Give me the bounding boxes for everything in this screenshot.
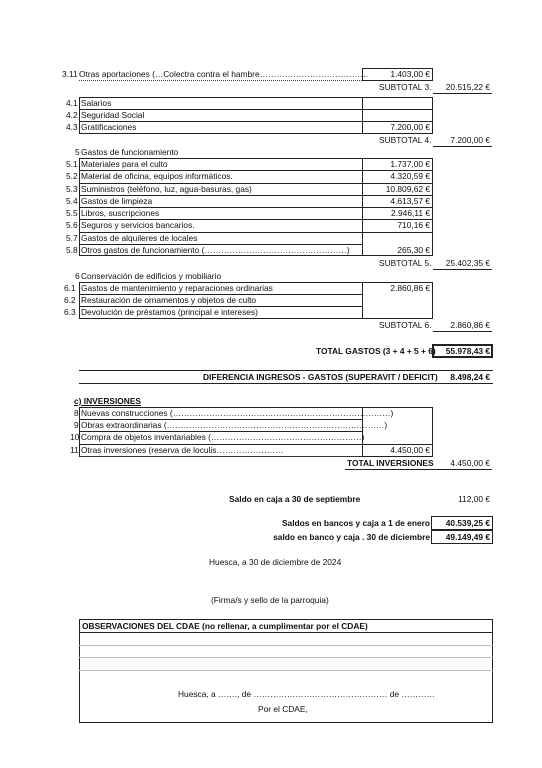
separator-bottom [79, 383, 493, 384]
row-label: Nuevas construcciones (……………………………………………………………………) [81, 408, 394, 418]
row-label: Gastos de alquileres de locales [81, 232, 198, 243]
row-code: 10 [70, 432, 80, 442]
row-value: 4.450,00 € [390, 445, 430, 455]
saldo-diciembre-value: 49.149,49 € [445, 532, 490, 542]
obs-date: Huesca, a ……., de ………………………………………… de ………… [178, 689, 435, 699]
row-label: Compra de objetos inventariables (………………………………………………) [81, 432, 365, 442]
section-heading: Conservación de edificios y mobiliario [81, 271, 222, 281]
row-value: 2.860,86 € [390, 283, 430, 293]
row-code: 5.6 [66, 220, 78, 231]
total-inversiones-value: 4.450,00 € [450, 458, 490, 468]
subtotal-underline [433, 331, 492, 332]
row-label: Obras extraordinarias (……………………………………………………………………) [81, 420, 388, 430]
row-label: Materiales para el culto [81, 159, 168, 169]
obs-title-divider [79, 632, 493, 633]
total-inversiones-label: TOTAL INVERSIONES [347, 458, 434, 468]
firma-label: (Firma/s y sello de la parroquia) [211, 595, 329, 605]
subtotal-label: SUBTOTAL 6. [379, 320, 432, 330]
row-value: 4.320,59 € [390, 171, 430, 182]
diferencia-value: 8.498,24 € [450, 372, 490, 382]
total-gastos-value: 55.978,43 € [445, 346, 490, 356]
subtotal-value: 25.402,35 € [445, 258, 490, 268]
subtotal-underline [433, 93, 492, 94]
row-code: 4.2 [66, 110, 78, 120]
row-label: Material de oficina, equipos informáticos. [81, 171, 233, 182]
row-label: Otras aportaciones (…Colectra contra el hambre………………………………… [79, 69, 369, 79]
row-label: Seguridad Social [81, 110, 145, 120]
row-value: 2.946,11 € [391, 208, 430, 218]
section-heading: Gastos de funcionamiento [81, 147, 179, 157]
row-code: 6.2 [64, 295, 76, 305]
row-code: 6.1 [64, 283, 76, 293]
row-code: 9 [74, 420, 79, 430]
row-label: Salarios [81, 98, 112, 108]
row-value: 1.403,00 € [390, 69, 430, 79]
row-value: 1.737,00 € [390, 159, 430, 169]
row-label: Seguros y servicios bancarios. [81, 220, 195, 231]
row-value: 4.613,57 € [390, 195, 430, 206]
subtotal-label: SUBTOTAL 5. [379, 258, 432, 268]
row-code: 5.7 [66, 232, 78, 243]
row-label: Gastos de mantenimiento y reparaciones ordinarias [81, 283, 273, 293]
inversiones-heading: c) INVERSIONES [74, 396, 142, 406]
observaciones-title: OBSERVACIONES DEL CDAE (no rellenar, a cumplimentar por el CDAE) [82, 621, 368, 631]
row-code: 11 [70, 445, 79, 455]
obs-line [79, 670, 493, 671]
row-code: 5.3 [66, 183, 78, 194]
row-label: Gastos de limpieza [81, 195, 153, 206]
row-label: Otros gastos de funcionamiento (……………………………………………) [81, 244, 350, 255]
total-gastos-label: TOTAL GASTOS (3 + 4 + 5 + 6) [316, 346, 436, 356]
row-label: Suministros (teléfono, luz, agua-basuras, gas) [81, 183, 252, 194]
row-code: 4.1 [66, 98, 78, 108]
row-label: Restauración de ornamentos y objetos de culto [81, 295, 257, 305]
row-code: 5.4 [66, 195, 78, 206]
row-value: 7.200,00 € [390, 122, 430, 132]
row-code: 6.3 [64, 307, 76, 317]
total-underline [345, 469, 433, 470]
row-label: Otras inversiones (reserva de loculis…………………… [81, 445, 361, 457]
heading-code: 5 [75, 147, 80, 157]
saldo-enero-value: 40.539,25 € [445, 518, 490, 528]
row-label: Libros, suscripciones [81, 208, 160, 218]
subtotal-label: SUBTOTAL 4. [379, 135, 432, 145]
row-value: 10.809,62 € [385, 183, 430, 194]
subtotal-underline [433, 146, 492, 147]
obs-line [79, 657, 493, 658]
saldo-enero-label: Saldos en bancos y caja a 1 de enero [281, 518, 430, 528]
row-value: 265,30 € [397, 244, 430, 255]
row-code: 5.5 [66, 208, 78, 218]
saldo-caja-label: Saldo en caja a 30 de septiembre [229, 494, 361, 504]
subtotal-label: SUBTOTAL 3. [379, 82, 432, 92]
subtotal-value: 2.860,86 € [450, 320, 490, 330]
saldo-caja-value: 112,00 € [458, 494, 490, 504]
row-code: 4.3 [66, 122, 78, 132]
heading-code: 6 [75, 271, 80, 281]
obs-by: Por el CDAE, [258, 704, 308, 714]
separator-top [79, 370, 493, 371]
total-underline [433, 469, 492, 470]
row-code: 5.2 [66, 171, 78, 182]
obs-line [79, 645, 493, 646]
row-code: 8 [74, 408, 79, 418]
row-code: 5.1 [66, 159, 78, 169]
diferencia-label: DIFERENCIA INGRESOS - GASTOS (SUPERAVIT / DEFICIT) [203, 372, 438, 382]
subtotal-value: 20.515,22 € [445, 82, 490, 92]
row-label: Gratificaciones [81, 122, 137, 132]
row-value: 710,16 € [397, 220, 430, 231]
row-code: 5.8 [66, 244, 78, 255]
subtotal-value: 7.200,00 € [450, 135, 490, 145]
subtotal-underline [433, 269, 492, 270]
row-code: 3.11 [62, 69, 78, 79]
saldo-diciembre-label: saldo en banco y caja . 30 de diciembre [273, 532, 430, 542]
place-date: Huesca, a 30 de diciembre de 2024 [209, 557, 342, 567]
row-label: Devolución de préstamos (principal e intereses) [81, 307, 258, 317]
